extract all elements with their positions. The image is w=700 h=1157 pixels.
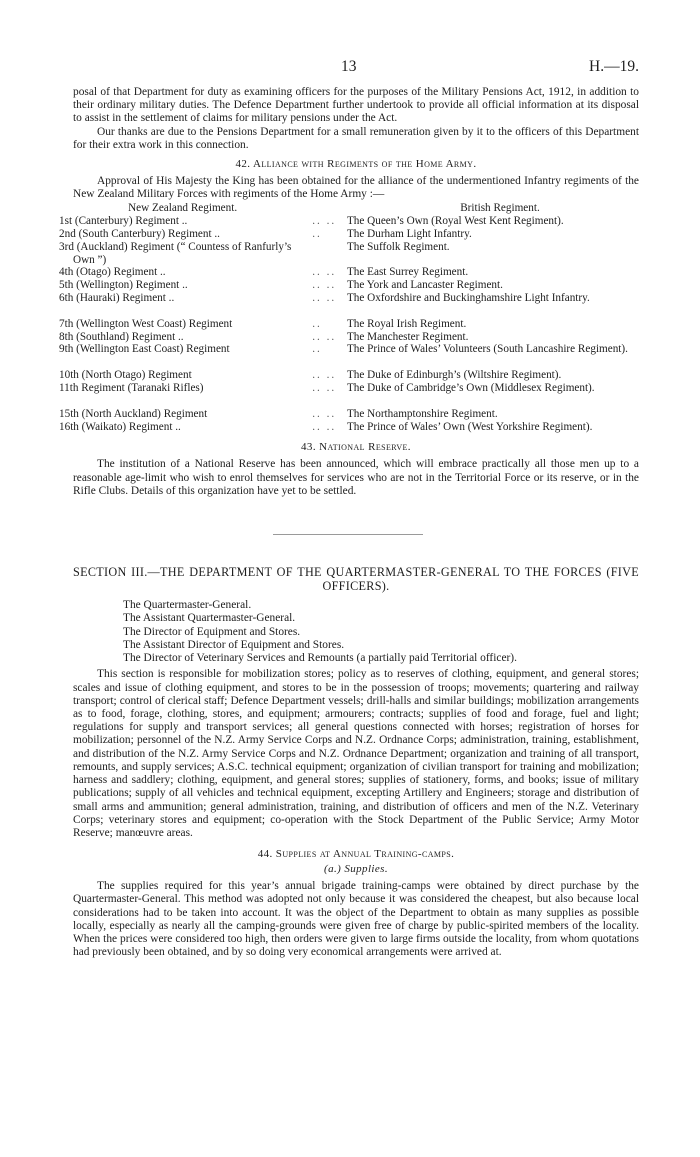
regiment-nz: 10th (North Otago) Regiment (59, 369, 192, 382)
officer-item: The Director of Veterinary Services and Remounts (a partially paid Territorial officer). (123, 652, 517, 665)
regiment-row (73, 395, 639, 421)
document-reference: H.—19. (589, 58, 639, 75)
leader-dots: .. .. (312, 420, 337, 433)
page-header (73, 0, 639, 86)
leader-dots: .. .. (312, 215, 337, 228)
officer-item: The Director of Equipment and Stores. (123, 625, 301, 638)
supplies-subheading: (a.) Supplies. (324, 863, 388, 876)
regiment-nz: 4th (Otago) Regiment .. (59, 266, 166, 279)
regiment-nz: 8th (Southland) Regiment .. (59, 330, 184, 343)
col-header-british: British Regiment. (460, 202, 540, 215)
leader-dots: .. .. (312, 292, 337, 304)
leader-dots: .. .. (312, 381, 337, 394)
leader-dots: .. .. (312, 279, 337, 292)
intro-paragraph-2: Our thanks are due to the Pensions Department for a small remuneration given by it to the officers of this Department for their extra work in this connection. (73, 125, 639, 151)
regiment-row (73, 241, 639, 267)
regiment-nz: 11th Regiment (Taranaki Rifles) (59, 381, 204, 394)
leader-dots: .. .. (312, 266, 337, 279)
regiment-row (73, 331, 639, 344)
regiment-row (73, 215, 639, 228)
alliance-text: Approval of His Majesty the King has been obtained for the alliance of the undermentioned Infantry regiments of the New Zealand Military Forces with regiments of the Home Army :— (73, 175, 639, 201)
intro-paragraph-1: posal of that Department for duty as examining officers for the purposes of the Military Pensions Act, 1912, in addition to their ordinary military duties. The Defence Department further undertook to provide all official information at its disposal to assist in the settlement of claims for military pensions under the Act. (73, 86, 639, 125)
regiment-nz: 7th (Wellington West Coast) Regiment (59, 317, 233, 330)
section-3-title: SECTION III.—THE DEPARTMENT OF THE QUARTERMASTER-GENERAL TO THE FORCES (FIVE OFFICERS). (73, 564, 639, 593)
regiment-nz: 16th (Waikato) Regiment .. (59, 420, 181, 433)
regiment-nz: 2nd (South Canterbury) Regiment .. (59, 228, 220, 241)
regiment-british: The Queen’s Own (Royal West Kent Regiment). (346, 215, 564, 228)
regiment-nz: 15th (North Auckland) Regiment (59, 407, 208, 420)
regiment-british: The Duke of Edinburgh’s (Wiltshire Regiment). (346, 369, 562, 382)
regiment-british: The Durham Light Infantry. (346, 228, 472, 241)
leader-dots: .. (312, 343, 322, 356)
regiments-body (59, 215, 639, 433)
regiment-british: The East Surrey Regiment. (346, 266, 469, 279)
regiment-british: The Suffolk Regiment. (346, 240, 450, 253)
regiment-british: The York and Lancaster Regiment. (346, 279, 503, 292)
leader-dots: .. (312, 228, 322, 241)
regiment-nz: 6th (Hauraki) Regiment .. (59, 292, 175, 304)
regiment-row (73, 292, 639, 305)
reserve-text: The institution of a National Reserve has been announced, which will embrace practically all those men up to a reasonable age-limit who wish to enrol themselves for services who are not in the Territorial Force or its reserve, or in the Rifle Clubs. Details of this organization have yet to be settled. (73, 458, 639, 497)
leader-dots: .. .. (312, 369, 337, 382)
regiment-british: The Manchester Regiment. (346, 330, 469, 343)
officer-item: The Quartermaster-General. (123, 598, 252, 611)
regiment-row (73, 279, 639, 292)
regiment-british: The Duke of Cambridge’s Own (Middlesex Regiment). (346, 381, 595, 394)
leader-dots: .. .. (312, 330, 337, 343)
regiment-row (73, 343, 639, 356)
regiment-british: The Northamptonshire Regiment. (346, 407, 498, 420)
leader-dots: .. .. (312, 407, 337, 420)
officers-list (123, 599, 639, 665)
supplies-text: The supplies required for this year’s annual brigade training-camps were obtained by direct purchase by the Quartermaster-General. This method was adopted not only because it was considered the cheapest, but also because local considerations had to be taken into account. It was the object of the Department to obtain as many supplies as possible locally, especially as nearly all the camping-grounds were given free of charge by public-spirited members of the locality. When the prices were considered too high, then orders were given to large firms outside the locality, from whom quotations had previously been obtained, and by so doing very economical arrangements were arrived at. (73, 880, 639, 959)
regiment-row (73, 266, 639, 279)
officer-item: The Assistant Quartermaster-General. (123, 612, 296, 625)
alliance-heading: 42. Alliance with Regiments of the Home Army. (235, 158, 477, 171)
leader-dots: .. (312, 317, 322, 330)
regiment-nz: 5th (Wellington) Regiment .. (59, 279, 188, 292)
reserve-heading: 43. National Reserve. (301, 441, 411, 454)
regiment-british: The Royal Irish Regiment. (346, 317, 467, 330)
regiments-header-row (73, 202, 639, 215)
supplies-heading: 44. Supplies at Annual Training-camps. (257, 848, 455, 861)
regiment-nz: 3rd (Auckland) Regiment (“ Countess of Ranfurly’s Own ”) (59, 240, 292, 266)
regiment-row (73, 228, 639, 241)
col-header-nz: New Zealand Regiment. (128, 202, 238, 215)
document-page (59, 0, 639, 959)
regiment-row (73, 356, 639, 382)
regiment-row (73, 382, 639, 395)
regiment-row (73, 305, 639, 331)
regiment-british: The Prince of Wales’ Volunteers (South Lancashire Regiment). (346, 343, 628, 356)
regiments-table (59, 202, 639, 433)
regiment-nz: 9th (Wellington East Coast) Regiment (59, 343, 230, 356)
regiment-row (73, 421, 639, 434)
section-divider (273, 534, 423, 535)
officer-item: The Assistant Director of Equipment and Stores. (123, 638, 345, 651)
regiment-nz: 1st (Canterbury) Regiment .. (59, 215, 188, 228)
section-3-text: This section is responsible for mobilization stores; policy as to reserves of clothing, equipment, and general stores; scales and issue of clothing equipment, and stores to be in the possession of troops; movements; quartering and railway transport; control of clerical staff; Defence Department vessels; drill-halls and similar buildings; mobilization arrangements as to food, forage, clothing, stores, and equipment; armourers; contracts; supplies of food and forage, fuel and light; regulations for supply and transport services; all general questions connected with horses; registration of horses for mobilization; personnel of the N.Z. Army Service Corps and N.Z. Ordnance Corps; administration, training, establishment, and distribution of the N.Z. Army Service Corps and N.Z. Ordnance Department; organization and training of all transport, remounts, and supply services; A.S.C. technical equipment; organization of civilian transport for training and mobilization; harness and saddlery; clothing, equipment, and general stores; supplies of stationery, forms, and books; issue of military publications; supply of all vehicles and technical equipment, excepting Artillery and Engineers; storage and distribution of small arms and ammunition; general administration, training, and distribution of officers and men of the N.Z. Veterinary Corps; veterinary stores and equipment; co-operation with the Stock Department of the Public Service; Army Motor Reserve; manœuvre areas. (73, 668, 639, 839)
regiment-british: The Oxfordshire and Buckinghamshire Light Infantry. (346, 292, 590, 304)
page-number: 13 (341, 58, 357, 75)
regiment-british: The Prince of Wales’ Own (West Yorkshire Regiment). (346, 420, 593, 433)
